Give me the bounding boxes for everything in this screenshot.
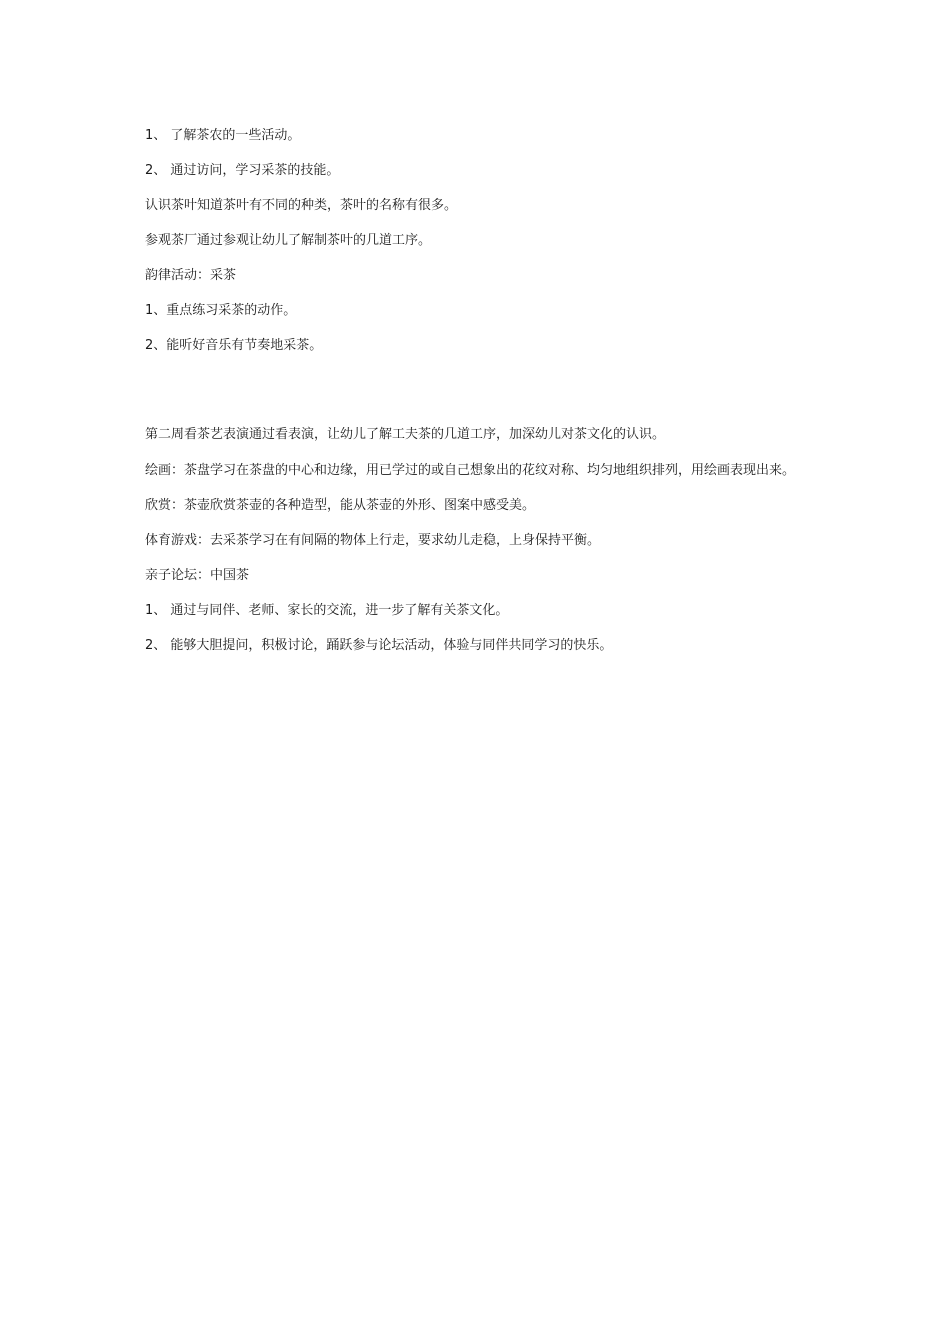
paragraph: 绘画：茶盘学习在茶盘的中心和边缘，用已学过的或自己想象出的花纹对称、均匀地组织排列，用绘画表现出来。	[145, 463, 796, 478]
list-item: 2、能听好音乐有节奏地采茶。	[145, 338, 323, 353]
activity-heading: 亲子论坛：中国茶	[145, 568, 250, 583]
paragraph: 体育游戏：去采茶学习在有间隔的物体上行走，要求幼儿走稳，上身保持平衡。	[145, 533, 601, 548]
list-item: 1、重点练习采茶的动作。	[145, 303, 297, 318]
paragraph: 欣赏：茶壶欣赏茶壶的各种造型，能从茶壶的外形、图案中感受美。	[145, 498, 536, 513]
list-item: 1、 了解茶农的一些活动。	[145, 128, 301, 143]
list-item: 2、 能够大胆提问，积极讨论，踊跃参与论坛活动，体验与同伴共同学习的快乐。	[145, 638, 613, 653]
paragraph: 参观茶厂通过参观让幼儿了解制茶叶的几道工序。	[145, 233, 432, 248]
paragraph: 第二周看茶艺表演通过看表演，让幼儿了解工夫茶的几道工序，加深幼儿对茶文化的认识。	[145, 427, 666, 442]
document-body	[145, 125, 815, 670]
list-item: 2、 通过访问，学习采茶的技能。	[145, 163, 340, 178]
paragraph: 认识茶叶知道茶叶有不同的种类，茶叶的名称有很多。	[145, 198, 458, 213]
activity-heading: 韵律活动：采茶	[145, 268, 237, 283]
list-item: 1、 通过与同伴、老师、家长的交流，进一步了解有关茶文化。	[145, 603, 509, 618]
section-spacer	[145, 370, 815, 424]
